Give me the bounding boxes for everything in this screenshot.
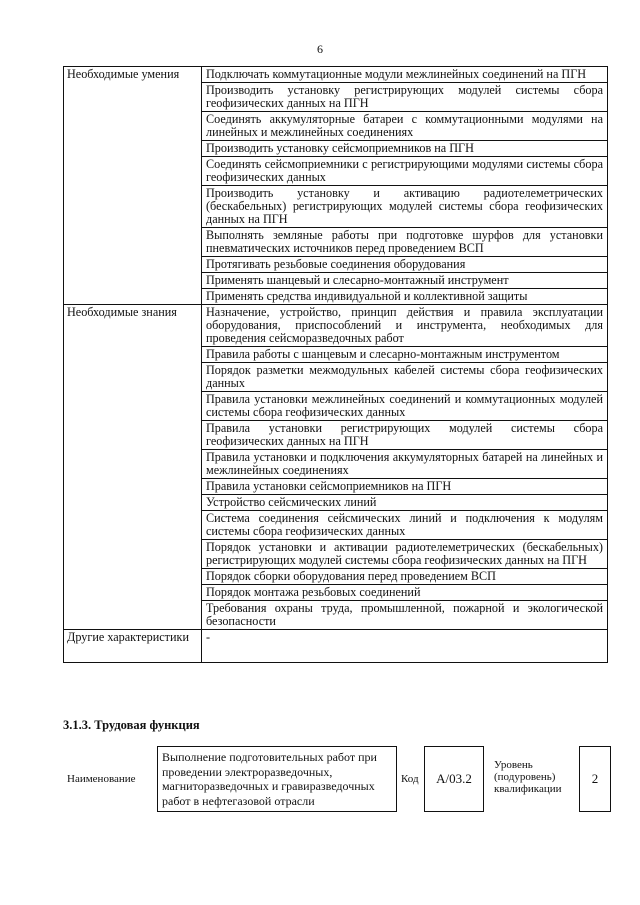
skill-item: Протягивать резьбовые соединения оборудования — [202, 257, 608, 273]
skill-item: Соединять аккумуляторные батареи с коммутационными модулями на линейных и межлинейных соединениях — [202, 112, 608, 141]
knowledge-item: Правила установки и подключения аккумуляторных батарей на линейных и межлинейных соединениях — [202, 450, 608, 479]
knowledge-item: Назначение, устройство, принцип действия и правила эксплуатации оборудования, приспособлений и инструмента, необходимых для проведения сейсморазведочных работ — [202, 305, 608, 347]
labor-function-row — [63, 746, 611, 812]
requirements-table — [63, 66, 608, 663]
other-characteristics-value: - — [202, 630, 608, 663]
skill-row — [64, 67, 608, 83]
skill-item: Применять шанцевый и слесарно-монтажный инструмент — [202, 273, 608, 289]
knowledge-item: Требования охраны труда, промышленной, пожарной и экологической безопасности — [202, 601, 608, 630]
skill-item: Выполнять земляные работы при подготовке шурфов для установки пневматических источников перед проведением ВСП — [202, 228, 608, 257]
knowledge-item: Порядок монтажа резьбовых соединений — [202, 585, 608, 601]
knowledge-group-label: Необходимые знания — [64, 305, 202, 630]
function-name-box: Выполнение подготовительных работ при проведении электроразведочных, магниторазведочных и гравиразведочных работ в нефтегазовой отрасли — [157, 746, 397, 812]
other-characteristics-row — [64, 630, 608, 663]
skill-item: Производить установку и активацию радиотелеметрических (бескабельных) регистрирующих модулей системы сбора геофизических данных на ПГН — [202, 186, 608, 228]
qualification-level-label: Уровень (подуровень) квалификации — [494, 759, 562, 795]
knowledge-item: Правила установки межлинейных соединений и коммутационных модулей системы сбора геофизических данных — [202, 392, 608, 421]
skill-item: Подключать коммутационные модули межлинейных соединений на ПГН — [202, 67, 608, 83]
qualification-level-box: 2 — [579, 746, 611, 812]
knowledge-row — [64, 305, 608, 347]
skill-item: Производить установку регистрирующих модулей системы сбора геофизических данных на ПГН — [202, 83, 608, 112]
knowledge-item: Система соединения сейсмических линий и подключения к модулям системы сбора геофизических данных — [202, 511, 608, 540]
page-number: 6 — [317, 42, 323, 56]
knowledge-item: Правила установки сейсмоприемников на ПГН — [202, 479, 608, 495]
skill-group-label: Необходимые умения — [64, 67, 202, 305]
other-characteristics-label: Другие характеристики — [64, 630, 202, 663]
section-title: 3.1.3. Трудовая функция — [63, 718, 200, 732]
name-label: Наименование — [67, 773, 136, 785]
skill-item: Производить установку сейсмоприемников на ПГН — [202, 141, 608, 157]
code-label: Код — [401, 773, 419, 785]
knowledge-item: Порядок установки и активации радиотелеметрических (бескабельных) регистрирующих модулей системы сбора геофизических данных на ПГН — [202, 540, 608, 569]
knowledge-item: Порядок разметки межмодульных кабелей системы сбора геофизических данных — [202, 363, 608, 392]
skill-item: Соединять сейсмоприемники с регистрирующими модулями системы сбора геофизических данных — [202, 157, 608, 186]
function-code-box: А/03.2 — [424, 746, 484, 812]
knowledge-item: Правила работы с шанцевым и слесарно-монтажным инструментом — [202, 347, 608, 363]
knowledge-item: Порядок сборки оборудования перед проведением ВСП — [202, 569, 608, 585]
knowledge-item: Устройство сейсмических линий — [202, 495, 608, 511]
knowledge-item: Правила установки регистрирующих модулей системы сбора геофизических данных на ПГН — [202, 421, 608, 450]
skill-item: Применять средства индивидуальной и коллективной защиты — [202, 289, 608, 305]
